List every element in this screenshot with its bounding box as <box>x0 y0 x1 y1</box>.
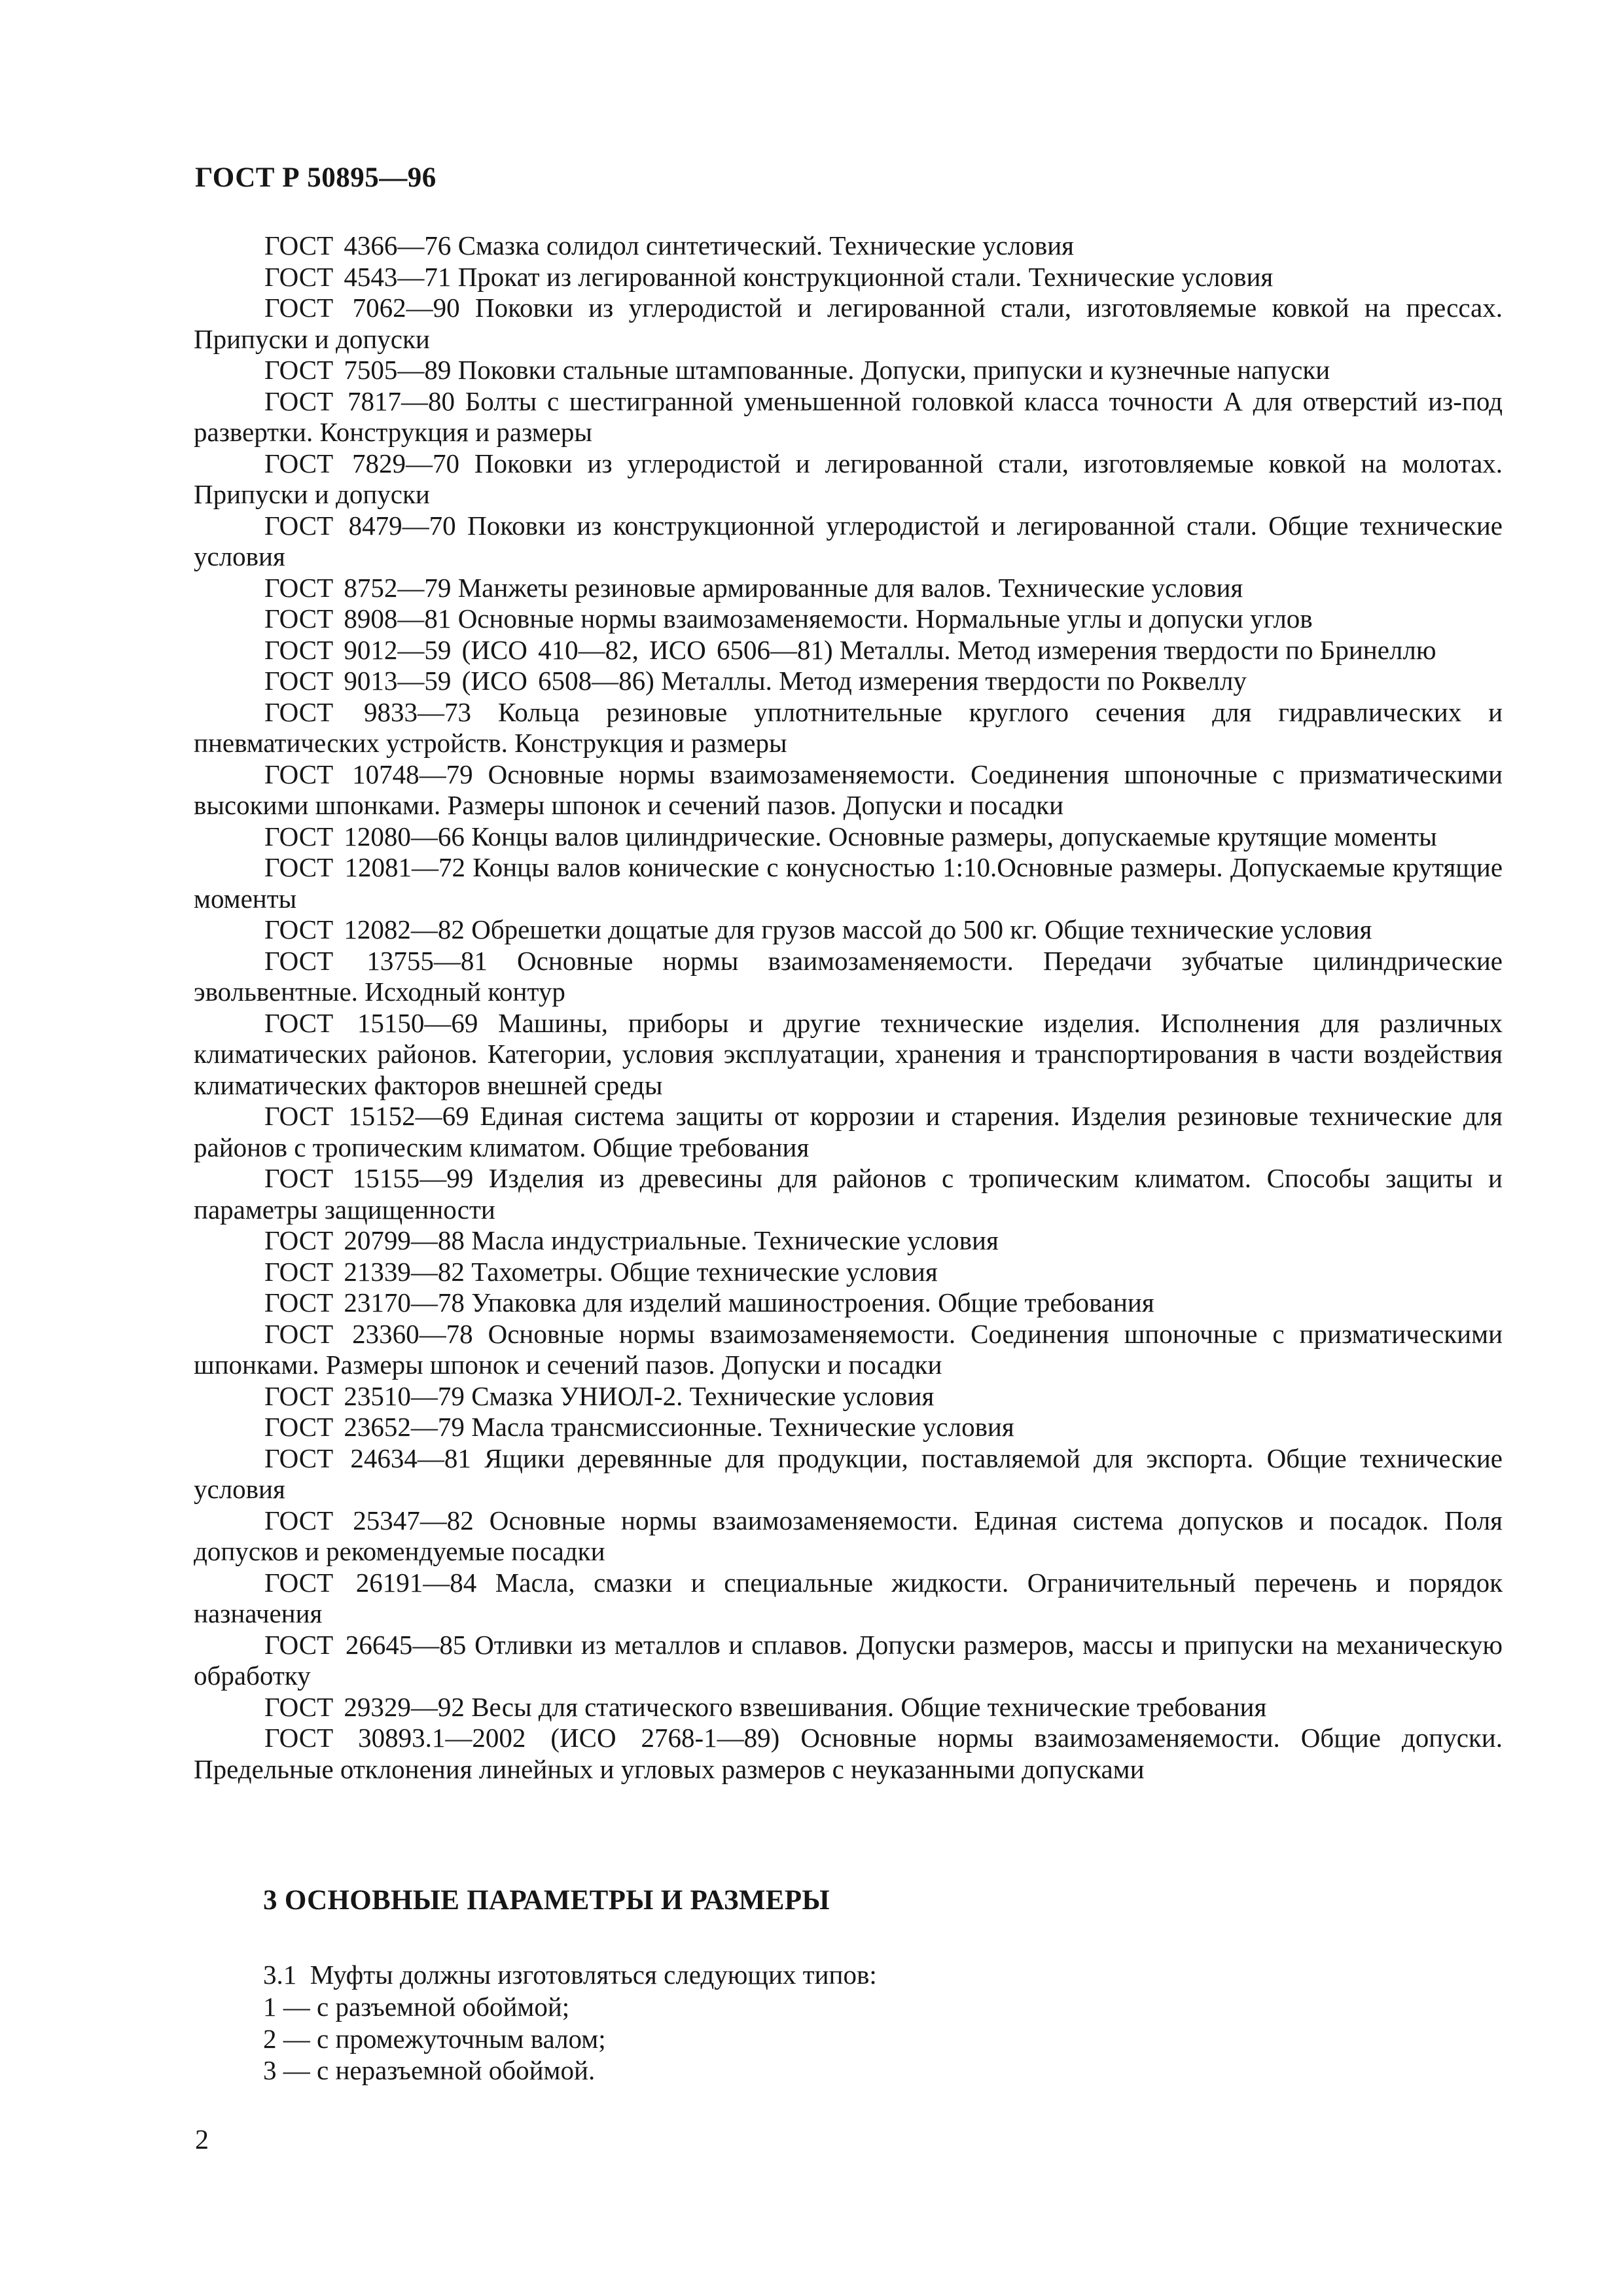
reference-title: Поковки стальные штампованные. Допуски, припуски и кузнечные напуски <box>457 355 1330 385</box>
reference-item <box>194 666 1503 697</box>
reference-title: Отливки из металлов и сплавов. Допуски размеров, массы и припуски на механическую обработку <box>194 1629 1503 1691</box>
reference-code: ГОСТ 9013—59 (ИСО 6508—86) <box>264 666 654 696</box>
reference-code: ГОСТ 4366—76 <box>264 230 452 260</box>
reference-title: Поковки из углеродистой и легированной стали, изготовляемые ковкой на молотах. Припуски и допуски <box>194 448 1503 509</box>
reference-item <box>194 1443 1503 1505</box>
reference-title: Масла трансмиссионные. Технические условия <box>471 1412 1014 1442</box>
reference-code: ГОСТ 23170—78 <box>264 1287 465 1318</box>
reference-item <box>194 1225 1503 1257</box>
reference-title: Смазка УНИОЛ-2. Технические условия <box>471 1380 935 1411</box>
reference-code: ГОСТ 30893.1—2002 (ИСО 2768-1—89) <box>264 1723 780 1753</box>
coupling-type-item: 1 — с разъемной обоймой; <box>263 1992 570 2022</box>
reference-item <box>194 852 1503 914</box>
reference-code: ГОСТ 25347—82 <box>264 1505 474 1535</box>
reference-item <box>194 821 1503 853</box>
reference-code: ГОСТ 13755—81 <box>264 945 488 976</box>
reference-code: ГОСТ 23360—78 <box>264 1318 473 1349</box>
reference-title: Концы валов конические с конусностью 1:10.Основные размеры. Допускаемые крутящие моменты <box>194 852 1503 914</box>
reference-item <box>194 1692 1503 1723</box>
clause-number: 3.1 <box>263 1960 297 1990</box>
reference-item <box>194 759 1503 821</box>
reference-item <box>194 1505 1503 1568</box>
reference-item <box>194 1287 1503 1319</box>
reference-item <box>194 1008 1503 1102</box>
reference-code: ГОСТ 7505—89 <box>264 355 452 385</box>
section-title: 3 ОСНОВНЫЕ ПАРАМЕТРЫ И РАЗМЕРЫ <box>263 1885 830 1916</box>
reference-code: ГОСТ 26191—84 <box>264 1567 477 1598</box>
page-number: 2 <box>195 2125 209 2155</box>
reference-item <box>194 1412 1503 1443</box>
reference-title: Смазка солидол синтетический. Технические условия <box>457 230 1075 260</box>
reference-title: Весы для статического взвешивания. Общие технические требования <box>471 1691 1267 1722</box>
reference-code: ГОСТ 7062—90 <box>264 293 460 323</box>
reference-title: Масла индустриальные. Технические условия <box>471 1225 999 1255</box>
clause-3-1 <box>263 1959 877 1991</box>
reference-item <box>194 262 1503 293</box>
reference-item <box>194 1723 1503 1785</box>
reference-item <box>194 635 1503 666</box>
reference-title: Манжеты резиновые армированные для валов. Технические условия <box>457 572 1243 603</box>
reference-code: ГОСТ 9012—59 (ИСО 410—82, ИСО 6506—81) <box>264 634 833 665</box>
reference-title: Поковки из конструкционной углеродистой и легированной стали. Общие технические условия <box>194 510 1503 571</box>
reference-code: ГОСТ 4543—71 <box>264 261 452 292</box>
reference-title: Металлы. Метод измерения твердости по Роквеллу <box>661 666 1247 696</box>
reference-title: Изделия из древесины для районов с тропическим климатом. Способы защиты и параметры защищенности <box>194 1163 1503 1225</box>
reference-code: ГОСТ 8908—81 <box>264 603 452 634</box>
reference-title: Болты с шестигранной уменьшенной головкой класса точности А для отверстий из-под развертки. Конструкция и размеры <box>194 386 1503 447</box>
reference-title: Единая система защиты от коррозии и старения. Изделия резиновые технические для районов с тропическим климатом. Общие требования <box>194 1101 1503 1162</box>
reference-code: ГОСТ 21339—82 <box>264 1256 465 1287</box>
reference-title: Машины, приборы и другие технические изделия. Исполнения для различных климатических районов. Категории, условия эксплуатации, хранения и транспортирования в части воздействия климатических факторов внешней среды <box>194 1007 1503 1100</box>
reference-code: ГОСТ 24634—81 <box>264 1443 471 1473</box>
document-header: ГОСТ Р 50895—96 <box>195 162 437 193</box>
reference-code: ГОСТ 15152—69 <box>264 1101 469 1131</box>
reference-code: ГОСТ 26645—85 <box>264 1629 467 1660</box>
coupling-types-list <box>263 1991 606 2087</box>
reference-item <box>194 697 1503 759</box>
reference-item <box>194 386 1503 448</box>
reference-title: Основные нормы взаимозаменяемости. Соединения шпоночные с призматическими высокими шпонками. Размеры шпонок и сечений пазов. Допуски и посадки <box>194 759 1503 820</box>
reference-title: Основные нормы взаимозаменяемости. Соединения шпоночные с призматическими шпонками. Размеры шпонок и сечений пазов. Допуски и посадки <box>194 1318 1503 1380</box>
clause-intro-text: Муфты должны изготовляться следующих типов: <box>310 1960 877 1990</box>
reference-item <box>194 1568 1503 1630</box>
reference-item <box>194 1319 1503 1381</box>
reference-code: ГОСТ 23510—79 <box>264 1380 465 1411</box>
reference-code: ГОСТ 8752—79 <box>264 572 452 603</box>
normative-references-list <box>194 230 1503 1785</box>
reference-title: Обрешетки дощатые для грузов массой до 500 кг. Общие технические условия <box>471 914 1372 944</box>
reference-code: ГОСТ 12081—72 <box>264 852 465 882</box>
reference-title: Металлы. Метод измерения твердости по Бринеллю <box>839 634 1436 665</box>
reference-item <box>194 914 1503 946</box>
reference-item <box>194 1630 1503 1692</box>
reference-item <box>194 355 1503 386</box>
reference-title: Кольца резиновые уплотнительные круглого сечения для гидравлических и пневматических устройств. Конструкция и размеры <box>194 696 1503 758</box>
reference-code: ГОСТ 12080—66 <box>264 821 465 852</box>
reference-title: Прокат из легированной конструкционной стали. Технические условия <box>457 261 1274 292</box>
reference-item <box>194 1381 1503 1412</box>
reference-item <box>194 1163 1503 1225</box>
reference-title: Ящики деревянные для продукции, поставляемой для экспорта. Общие технические условия <box>194 1443 1503 1504</box>
reference-item <box>194 946 1503 1008</box>
reference-item <box>194 603 1503 635</box>
reference-title: Основные нормы взаимозаменяемости. Нормальные углы и допуски углов <box>457 603 1313 634</box>
reference-item <box>194 230 1503 262</box>
reference-code: ГОСТ 23652—79 <box>264 1412 465 1442</box>
reference-title: Концы валов цилиндрические. Основные размеры, допускаемые крутящие моменты <box>471 821 1437 852</box>
reference-code: ГОСТ 10748—79 <box>264 759 473 789</box>
reference-code: ГОСТ 8479—70 <box>264 510 456 541</box>
reference-title: Основные нормы взаимозаменяемости. Единая система допусков и посадок. Поля допусков и рекомендуемые посадки <box>194 1505 1503 1566</box>
reference-item <box>194 573 1503 604</box>
reference-code: ГОСТ 20799—88 <box>264 1225 465 1255</box>
reference-code: ГОСТ 15150—69 <box>264 1007 478 1038</box>
reference-title: Основные нормы взаимозаменяемости. Общие допуски. Предельные отклонения линейных и угловых размеров с неуказанными допусками <box>194 1723 1503 1784</box>
reference-code: ГОСТ 12082—82 <box>264 914 465 944</box>
reference-code: ГОСТ 15155—99 <box>264 1163 474 1193</box>
reference-title: Основные нормы взаимозаменяемости. Передачи зубчатые цилиндрические эвольвентные. Исходный контур <box>194 945 1503 1007</box>
reference-item <box>194 511 1503 573</box>
reference-item <box>194 1257 1503 1288</box>
reference-title: Масла, смазки и специальные жидкости. Ограничительный перечень и порядок назначения <box>194 1567 1503 1628</box>
reference-item <box>194 293 1503 355</box>
reference-item <box>194 1101 1503 1163</box>
reference-code: ГОСТ 29329—92 <box>264 1691 465 1722</box>
reference-title: Поковки из углеродистой и легированной стали, изготовляемые ковкой на прессах. Припуски и допуски <box>194 293 1503 354</box>
reference-code: ГОСТ 7829—70 <box>264 448 460 478</box>
reference-title: Упаковка для изделий машиностроения. Общие требования <box>471 1287 1154 1318</box>
coupling-type-item: 3 — с неразъемной обоймой. <box>263 2055 596 2085</box>
reference-code: ГОСТ 7817—80 <box>264 386 455 416</box>
reference-item <box>194 448 1503 511</box>
reference-title: Тахометры. Общие технические условия <box>471 1256 938 1287</box>
coupling-type-item: 2 — с промежуточным валом; <box>263 2023 606 2054</box>
reference-code: ГОСТ 9833—73 <box>264 696 472 727</box>
